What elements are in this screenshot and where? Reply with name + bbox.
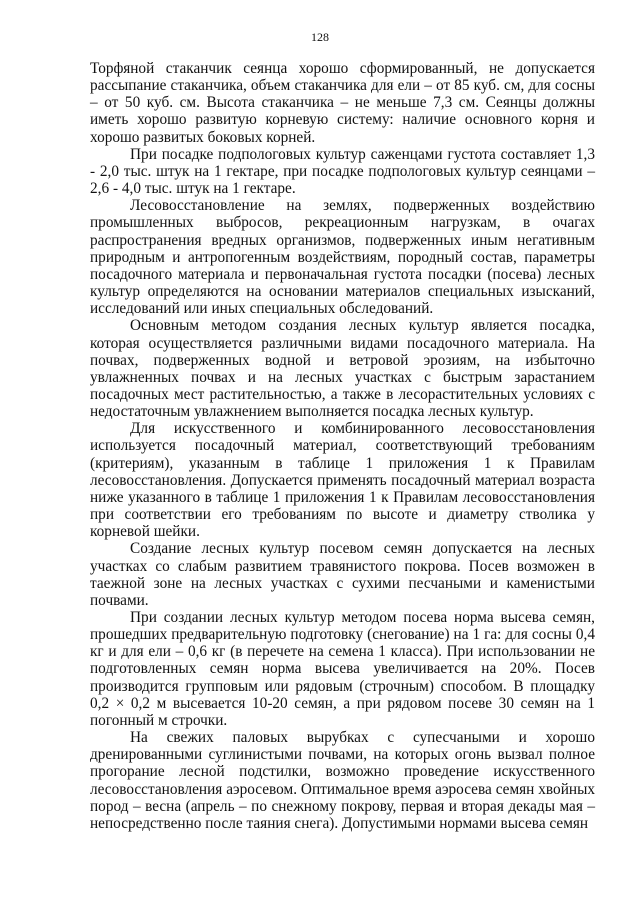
- paragraph-industrial-lands: Лесовосстановление на землях, подверженных воздействию промышленных выбросов, рекреационным нагрузкам, в очагах распространения вредных организмов, подверженных иным негативным природным и антропогенным воздействиям, породный состав, параметры посадочного материала и первоначальная густота посадки (посева) лесных культур определяются на основании материалов специальных изысканий, исследований или иных специальных обследований.: [90, 197, 595, 318]
- paragraph-seeding-sites: Создание лесных культур посевом семян допускается на лесных участках со слабым развитием травянистого покрова. Посев возможен в таежной зоне на лесных участках с сухими песчаными и каменистыми почвами.: [90, 540, 595, 609]
- page-number: 128: [311, 30, 329, 44]
- paragraph-underforest-density: При посадке подпологовых культур саженцами густота составляет 1,3 - 2,0 тыс. штук на 1 гектаре, при посадке подпологовых культур сеянцами – 2,6 - 4,0 тыс. штук на 1 гектаре.: [90, 145, 595, 198]
- paragraph-aerial-seeding: На свежих паловых вырубках с супесчаными и хорошо дренированными суглинистыми почвами, на которых огонь вызвал полное прогорание лесной подстилки, возможно проведение искусственного лесовосстановления аэросевом. Оптимальное время аэросева семян хвойных пород – весна (апрель – по снежному покрову, первая и вторая декады мая – непосредственно после таяния снега). Допустимыми нормами высева семян: [90, 729, 595, 832]
- body-text: [90, 60, 595, 832]
- paragraph-planting-material: Для искусственного и комбинированного лесовосстановления используется посадочный материал, соответствующий требованиям (критериям), указанным в таблице 1 приложения 1 к Правилам лесовосстановления. Допускается применять посадочный материал возраста ниже указанного в таблице 1 приложения 1 к Правилам лесовосстановления при соответствии его требованиям по высоте и диаметру стволика у корневой шейки.: [90, 420, 595, 541]
- paragraph-main-method: Основным методом создания лесных культур является посадка, которая осуществляется различными видами посадочного материала. На почвах, подверженных водной и ветровой эрозиям, на избыточно увлажненных почвах и на лесных участках с быстрым зарастанием посадочных мест растительностью, а также в лесорастительных условиях с недостаточным увлажнением выполняется посадка лесных культур.: [90, 317, 595, 421]
- paragraph-seeding-rate: При создании лесных культур методом посева норма высева семян, прошедших предварительную подготовку (снегование) на 1 га: для сосны 0,4 кг и для ели – 0,6 кг (в перечете на семена 1 класса). При использовании не подготовленных семян норма высева увеличивается на 20%. Посев производится групповым или рядовым (строчным) способом. В площадку 0,2 × 0,2 м высевается 10-20 семян, а при рядовом посеве 30 семян на 1 погонный м строчки.: [90, 609, 595, 729]
- paragraph-peat-cup: Торфяной стаканчик сеянца хорошо сформированный, не допускается рассыпание стаканчика, объем стаканчика для ели – от 85 куб. см, для сосны – от 50 куб. см. Высота стаканчика – не меньше 7,3 см. Сеянцы должны иметь хорошо развитую корневую систему: наличие основного корня и хорошо развитых боковых корней.: [90, 60, 595, 146]
